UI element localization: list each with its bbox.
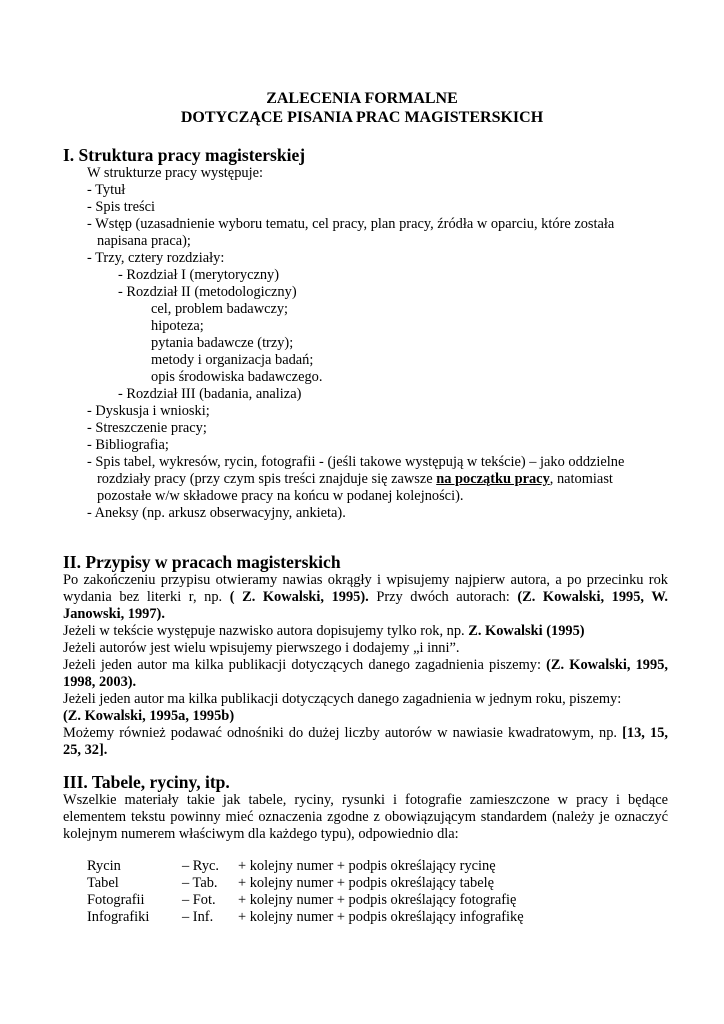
list-item-dyskusja: - Dyskusja i wnioski;	[87, 403, 210, 419]
section3-paragraph-1: Wszelkie materiały takie jak tabele, ryciny, rysunki i fotografie zamieszczone w pracy i będące elementem tekstu powinny mieć oznaczenia zgodne z obowiązującym standardem (należy je oznaczyć kolejnym numerem właściwym dla każdego typu), odpowiednio dla:	[63, 792, 668, 842]
section2-paragraph-5-example: (Z. Kowalski, 1995a, 1995b)	[63, 708, 235, 724]
list-item-tytul: - Tytuł	[87, 182, 126, 198]
list-item-rozdzial-2-hipoteza: hipoteza;	[151, 318, 204, 334]
section2-paragraph-3: Jeżeli autorów jest wielu wpisujemy pierwszego i dodajemy „i inni”.	[63, 640, 460, 656]
section1-intro: W strukturze pracy występuje:	[87, 165, 263, 181]
list-item-rozdzial-2: - Rozdział II (metodologiczny)	[118, 284, 297, 300]
list-item-wstep-cont: napisana praca);	[97, 233, 191, 249]
document-title-line2: DOTYCZĄCE PISANIA PRAC MAGISTERSKICH	[180, 109, 544, 126]
document-title-line1: ZALECENIA FORMALNE	[266, 90, 458, 107]
section2-paragraph-4: Jeżeli jeden autor ma kilka publikacji dotyczących danego zagadnienia piszemy: (Z. Kowalski, 1995, 1998, 2003).	[63, 657, 668, 690]
list-item-rozdzial-1: - Rozdział I (merytoryczny)	[118, 267, 280, 283]
table-cell-abbr: – Fot.	[182, 892, 216, 908]
table-cell-abbr: – Ryc.	[182, 858, 219, 874]
list-item-rozdzial-2-metody: metody i organizacja badań;	[151, 352, 314, 368]
list-item-spis-tabel-cont2: pozostałe w/w składowe pracy na końcu w podanej kolejności).	[97, 488, 464, 504]
list-item-rozdzial-2-cel: cel, problem badawczy;	[151, 301, 289, 317]
table-cell-abbr: – Tab.	[182, 875, 218, 891]
section2-heading: II. Przypisy w pracach magisterskich	[63, 552, 341, 572]
section1-heading: I. Struktura pracy magisterskiej	[63, 145, 306, 165]
table-cell-name: Infografiki	[87, 909, 150, 925]
table-cell-name: Rycin	[87, 858, 121, 874]
list-item-rozdzial-2-opis: opis środowiska badawczego.	[151, 369, 323, 385]
section3-heading: III. Tabele, ryciny, itp.	[63, 772, 230, 792]
list-item-spis-tabel: - Spis tabel, wykresów, rycin, fotografii - (jeśli takowe występują w tekście) – jako oddzielne	[87, 454, 625, 470]
table-cell-desc: + kolejny numer + podpis określający rycinę	[238, 858, 496, 874]
table-cell-desc: + kolejny numer + podpis określający tabelę	[238, 875, 495, 891]
emphasis-na-poczatku-pracy: na początku pracy	[436, 471, 550, 487]
list-item-bibliografia: - Bibliografia;	[87, 437, 169, 453]
list-item-rozdzialy: - Trzy, cztery rozdziały:	[87, 250, 225, 266]
section2-paragraph-1: Po zakończeniu przypisu otwieramy nawias okrągły i wpisujemy najpierw autora, a po przecinku rok wydania bez literki r, np. ( Z. Kowalski, 1995). Przy dwóch autorach: (Z. Kowalski, 1995, W. Janowski, 1997).	[63, 572, 668, 622]
table-cell-name: Fotografii	[87, 892, 145, 908]
list-item-spis-tabel-cont: rozdziały pracy (przy czym spis treści znajduje się zawsze na początku pracy, natomiast	[97, 471, 613, 487]
section2-paragraph-2: Jeżeli w tekście występuje nazwisko autora dopisujemy tylko rok, np. Z. Kowalski (1995)	[63, 623, 585, 639]
section2-paragraph-5: Jeżeli jeden autor ma kilka publikacji dotyczących danego zagadnienia w jednym roku, piszemy:	[63, 691, 622, 707]
list-item-spis: - Spis treści	[87, 199, 155, 215]
list-item-rozdzial-2-pytania: pytania badawcze (trzy);	[151, 335, 294, 351]
table-cell-name: Tabel	[87, 875, 119, 891]
table-cell-abbr: – Inf.	[182, 909, 214, 925]
list-item-wstep: - Wstęp (uzasadnienie wyboru tematu, cel pracy, plan pracy, źródła w oparciu, które została	[87, 216, 615, 232]
section2-paragraph-6: Możemy również podawać odnośniki do dużej liczby autorów w nawiasie kwadratowym, np. [13, 15, 25, 32].	[63, 725, 668, 758]
table-cell-desc: + kolejny numer + podpis określający infografikę	[238, 909, 524, 925]
list-item-aneksy: - Aneksy (np. arkusz obserwacyjny, ankieta).	[87, 505, 346, 521]
list-item-streszczenie: - Streszczenie pracy;	[87, 420, 207, 436]
list-item-rozdzial-3: - Rozdział III (badania, analiza)	[118, 386, 302, 402]
table-cell-desc: + kolejny numer + podpis określający fotografię	[238, 892, 517, 908]
